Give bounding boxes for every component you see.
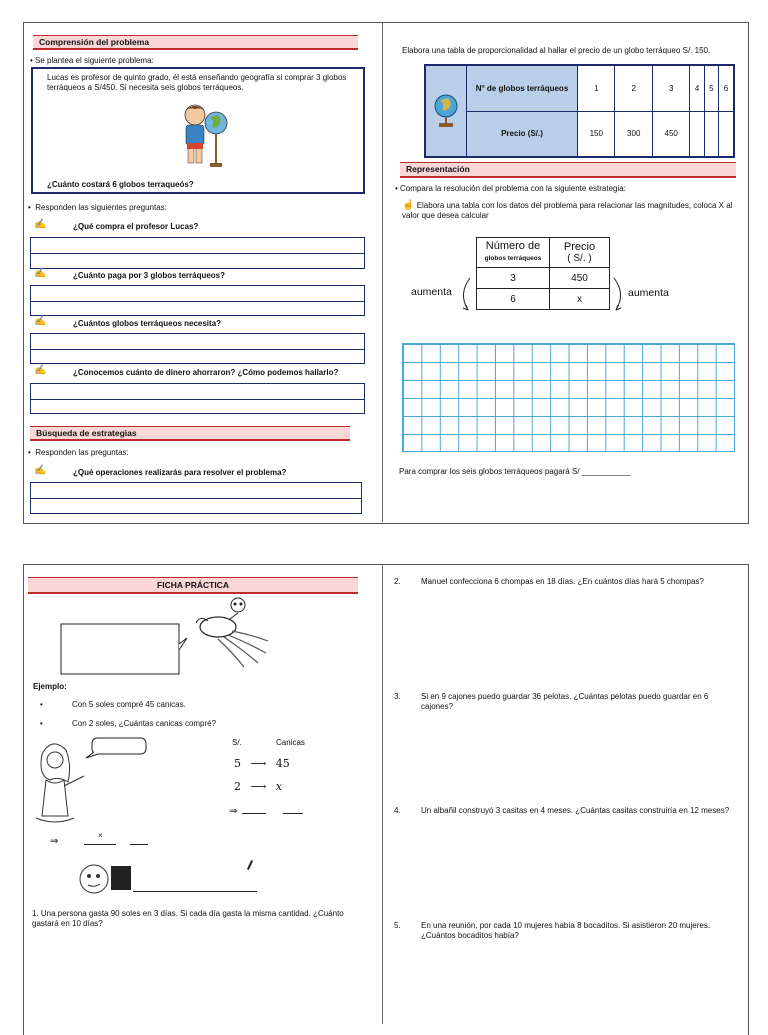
problem-3-text: Si en 9 cajones puedo guardar 36 pelotas. ¿Cuántas pelotas puedo guardar en 6 cajones? (421, 692, 709, 711)
comprension-header: Comprensión del problema (33, 35, 358, 50)
blank-line[interactable] (242, 813, 266, 814)
speech-bubble (60, 620, 188, 676)
blank-line[interactable] (130, 844, 148, 845)
problem-2-num: 2. (394, 577, 401, 586)
pencil-icon: ✍ (34, 365, 47, 376)
r2-canicas: x (275, 780, 282, 793)
r2-soles: 2 (234, 780, 241, 793)
table-cell[interactable]: 450 (652, 111, 689, 157)
responden2-text: • Responden las preguntas: (28, 448, 129, 457)
implies-line-2 (50, 836, 58, 847)
implies-icon: ⇒ (50, 836, 59, 847)
elabora2-label: Elabora una tabla con los datos del problema para relacionar las magnitudes, coloca X al valor que desea calcular (402, 201, 733, 220)
busqueda-header: Búsqueda de estrategias (30, 426, 350, 441)
table-cell[interactable]: 2 (615, 65, 652, 111)
example-row-1 (234, 757, 290, 770)
proportion-table (424, 64, 735, 158)
multiply-sign: × (98, 831, 103, 840)
left-arc-arrow-icon (456, 276, 474, 314)
compara-text: • Compara la resolución del problema con la siguiente estrategia: (395, 184, 626, 193)
example-2-text: Con 2 soles, ¿Cuántas canicas compré? (72, 719, 217, 728)
pencil-icon: ✍ (34, 316, 47, 327)
ficha-header: FICHA PRÁCTICA (28, 577, 358, 594)
right-arrow-icon: ⟶ (250, 780, 267, 793)
table-cell[interactable]: 300 (615, 111, 652, 157)
question-1: ¿Qué compra el profesor Lucas? (73, 222, 199, 231)
globe-cell (425, 65, 467, 157)
ejemplo-label: Ejemplo: (33, 682, 67, 691)
thinking-face-illustration (78, 860, 138, 898)
rep-h2-sub: ( S/. ) (567, 252, 592, 264)
right-arc-arrow-icon (610, 276, 628, 314)
answer-line[interactable] (133, 891, 257, 892)
col-soles-label: S/. (232, 738, 242, 747)
example-line-1: • Con 5 soles compré 45 canicas. (40, 700, 186, 709)
table-cell[interactable]: 3 (652, 65, 689, 111)
answer-box-5[interactable] (30, 482, 362, 514)
responden-label: Responden las siguientes preguntas: (35, 203, 167, 212)
r1-canicas: 45 (275, 757, 290, 770)
rep-header-1 (477, 238, 550, 268)
pencil-icon: ✍ (34, 465, 47, 476)
rep-cell: 3 (477, 268, 550, 289)
example-row-2 (234, 780, 282, 793)
table-cell[interactable]: 5 (704, 65, 718, 111)
question-3: ¿Cuántos globos terráqueos necesita? (73, 319, 222, 328)
blank-line[interactable] (84, 844, 116, 845)
girl-illustration (28, 736, 158, 831)
row1-label: N° de globos terráqueos (467, 65, 578, 111)
problem-5-text: En una reunión, por cada 10 mujeres había 8 bocaditos. Si asistieron 20 mujeres. ¿Cuántos bocaditos había? (421, 921, 711, 940)
col-canicas-label: Canicas (276, 738, 305, 747)
example-1-text: Con 5 soles compré 45 canicas. (72, 700, 186, 709)
problem-4-text: Un albañil construyó 3 casitas en 4 meses. ¿Cuántas casitas construiría en 12 meses? (421, 806, 730, 815)
aumenta-left-label: aumenta (411, 286, 452, 298)
rep-cell: 450 (550, 268, 610, 289)
question-2: ¿Cuánto paga por 3 globos terráqueos? (73, 271, 226, 280)
rep-cell: 6 (477, 289, 550, 310)
problem-question: ¿Cuánto costará 6 globos terraqueós? (47, 180, 194, 189)
table-cell[interactable]: 6 (718, 65, 734, 111)
example-line-2: • Con 2 soles, ¿Cuántas canicas compré? (40, 719, 217, 728)
elabora-text: Elabora una tabla de proporcionalidad al hallar el precio de un globo terráqueo S/. 150. (402, 46, 711, 55)
table-cell[interactable] (690, 111, 704, 157)
answer-box-1[interactable] (30, 237, 365, 269)
rep-header-2 (550, 238, 610, 268)
problem-1-text: 1. Una persona gasta 90 soles en 3 días. Si cada día gasta la misma cantidad. ¿Cuánto gastará en 10 días? (32, 909, 344, 928)
implies-icon: ⇒ (229, 806, 238, 817)
hand-icon: ☝ (402, 200, 415, 211)
rep-h1: Número de (485, 240, 541, 252)
problem-2-text: Manuel confecciona 6 chompas en 18 días. ¿En cuántos días hará 5 chompas? (421, 577, 704, 586)
table-cell[interactable]: 150 (578, 111, 615, 157)
representation-table (476, 237, 610, 310)
elabora2-text (402, 201, 742, 221)
question-5: ¿Qué operaciones realizarás para resolver el problema? (73, 468, 287, 477)
responden2-label: Responden las preguntas: (35, 448, 129, 457)
answer-box-4[interactable] (30, 383, 365, 414)
question-4: ¿Conocemos cuánto de dinero ahorraron? ¿Cómo podemos hallarlo? (73, 368, 339, 377)
problem-4-num: 4. (394, 806, 401, 815)
pencil-icon: ✍ (34, 219, 47, 230)
globe-icon (431, 90, 461, 130)
pencil-icon: ✍ (34, 268, 47, 279)
blank-line[interactable] (283, 813, 303, 814)
answer-box-3[interactable] (30, 333, 365, 364)
table-cell[interactable]: 1 (578, 65, 615, 111)
problem-3-num: 3. (394, 692, 401, 701)
answer-box-2[interactable] (30, 285, 365, 316)
representacion-header: Representación (400, 162, 736, 178)
column-divider (382, 22, 383, 522)
plantea-text: • Se plantea el siguiente problema: (30, 56, 154, 65)
right-arrow-icon: ⟶ (250, 757, 267, 770)
responden-text: • Responden las siguientes preguntas: (28, 203, 167, 212)
aumenta-right-label: aumenta (628, 287, 669, 299)
table-cell[interactable]: 4 (690, 65, 704, 111)
kid-globe-illustration (178, 101, 230, 173)
grid-paper[interactable] (402, 343, 735, 452)
problem-text: Lucas es profesor de quinto grado, él está enseñando geografía si comprar 3 globos terráqueos a S/450. Si necesita seis globos terráqueos. (47, 73, 347, 92)
rep-h1-sub: globos terráqueos (484, 255, 542, 262)
row2-label: Precio (S/.) (467, 111, 578, 157)
problem-box (31, 67, 365, 194)
rep-h2: Precio (563, 240, 596, 253)
final-answer-text: Para comprar los seis globos terráqueos pagará S/ ___________ (399, 467, 631, 476)
problem-5-num: 5. (394, 921, 401, 930)
column-divider (382, 564, 383, 1024)
r1-soles: 5 (234, 757, 241, 770)
mosquito-illustration (188, 595, 270, 670)
table-cell[interactable] (704, 111, 718, 157)
rep-cell: x (550, 289, 610, 310)
table-cell[interactable] (718, 111, 734, 157)
implies-line-1 (229, 806, 303, 817)
